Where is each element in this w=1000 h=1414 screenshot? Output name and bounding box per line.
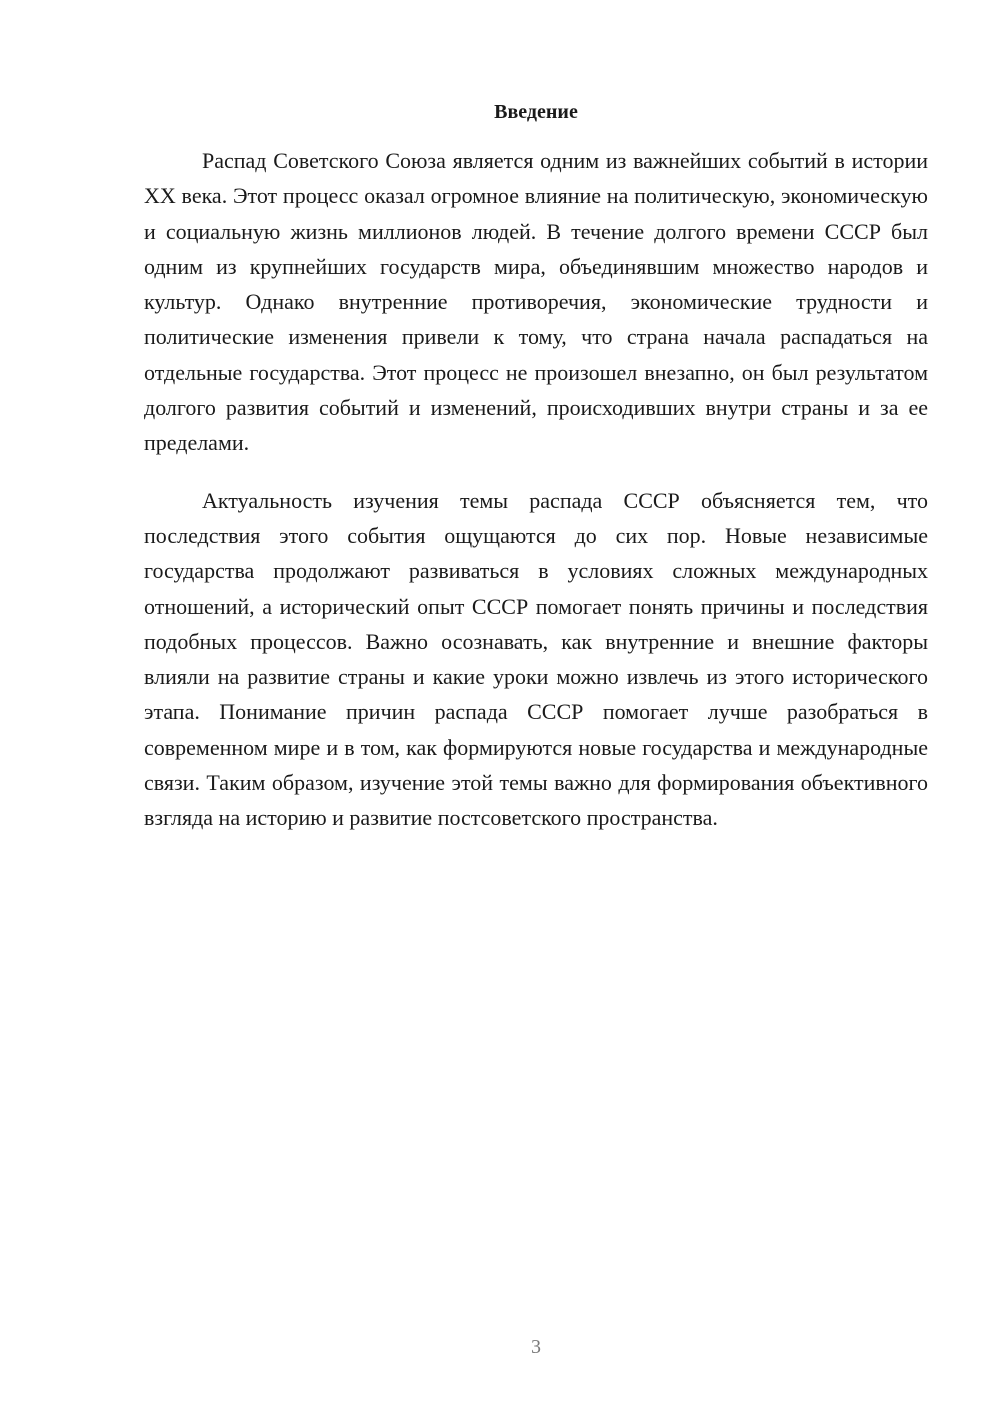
section-title: Введение (494, 101, 578, 123)
paragraph-relevance: Актуальность изучения темы распада СССР объясняется тем, что последствия этого события ощущаются до сих пор. Новые независимые государства продолжают развиваться в условиях сложных международных отношений, а исторический опыт СССР помогает понять причины и последствия подобных процессов. Важно осознавать, как внутренние и внешние факторы влияли на развитие страны и какие уроки можно извлечь из этого исторического этапа. Понимание причин распада СССР помогает лучше разобраться в современном мире и в том, как формируются новые государства и международные связи. Таким образом, изучение этой темы важно для формирования объективного взгляда на историю и развитие постсоветского пространства. (144, 487, 928, 831)
page-number: 3 (531, 1336, 541, 1358)
paragraph-introduction: Распад Советского Союза является одним из важнейших событий в истории XX века. Этот процесс оказал огромное влияние на политическую, экономическую и социальную жизнь миллионов людей. В течение долгого времени СССР был одним из крупнейших государств мира, объединявшим множество народов и культур. Однако внутренние противоречия, экономические трудности и политические изменения привели к тому, что страна начала распадаться на отдельные государства. Этот процесс не произошел внезапно, он был результатом долгого развития событий и изменений, происходивших внутри страны и за ее пределами. (144, 148, 928, 456)
document-body (144, 143, 928, 858)
